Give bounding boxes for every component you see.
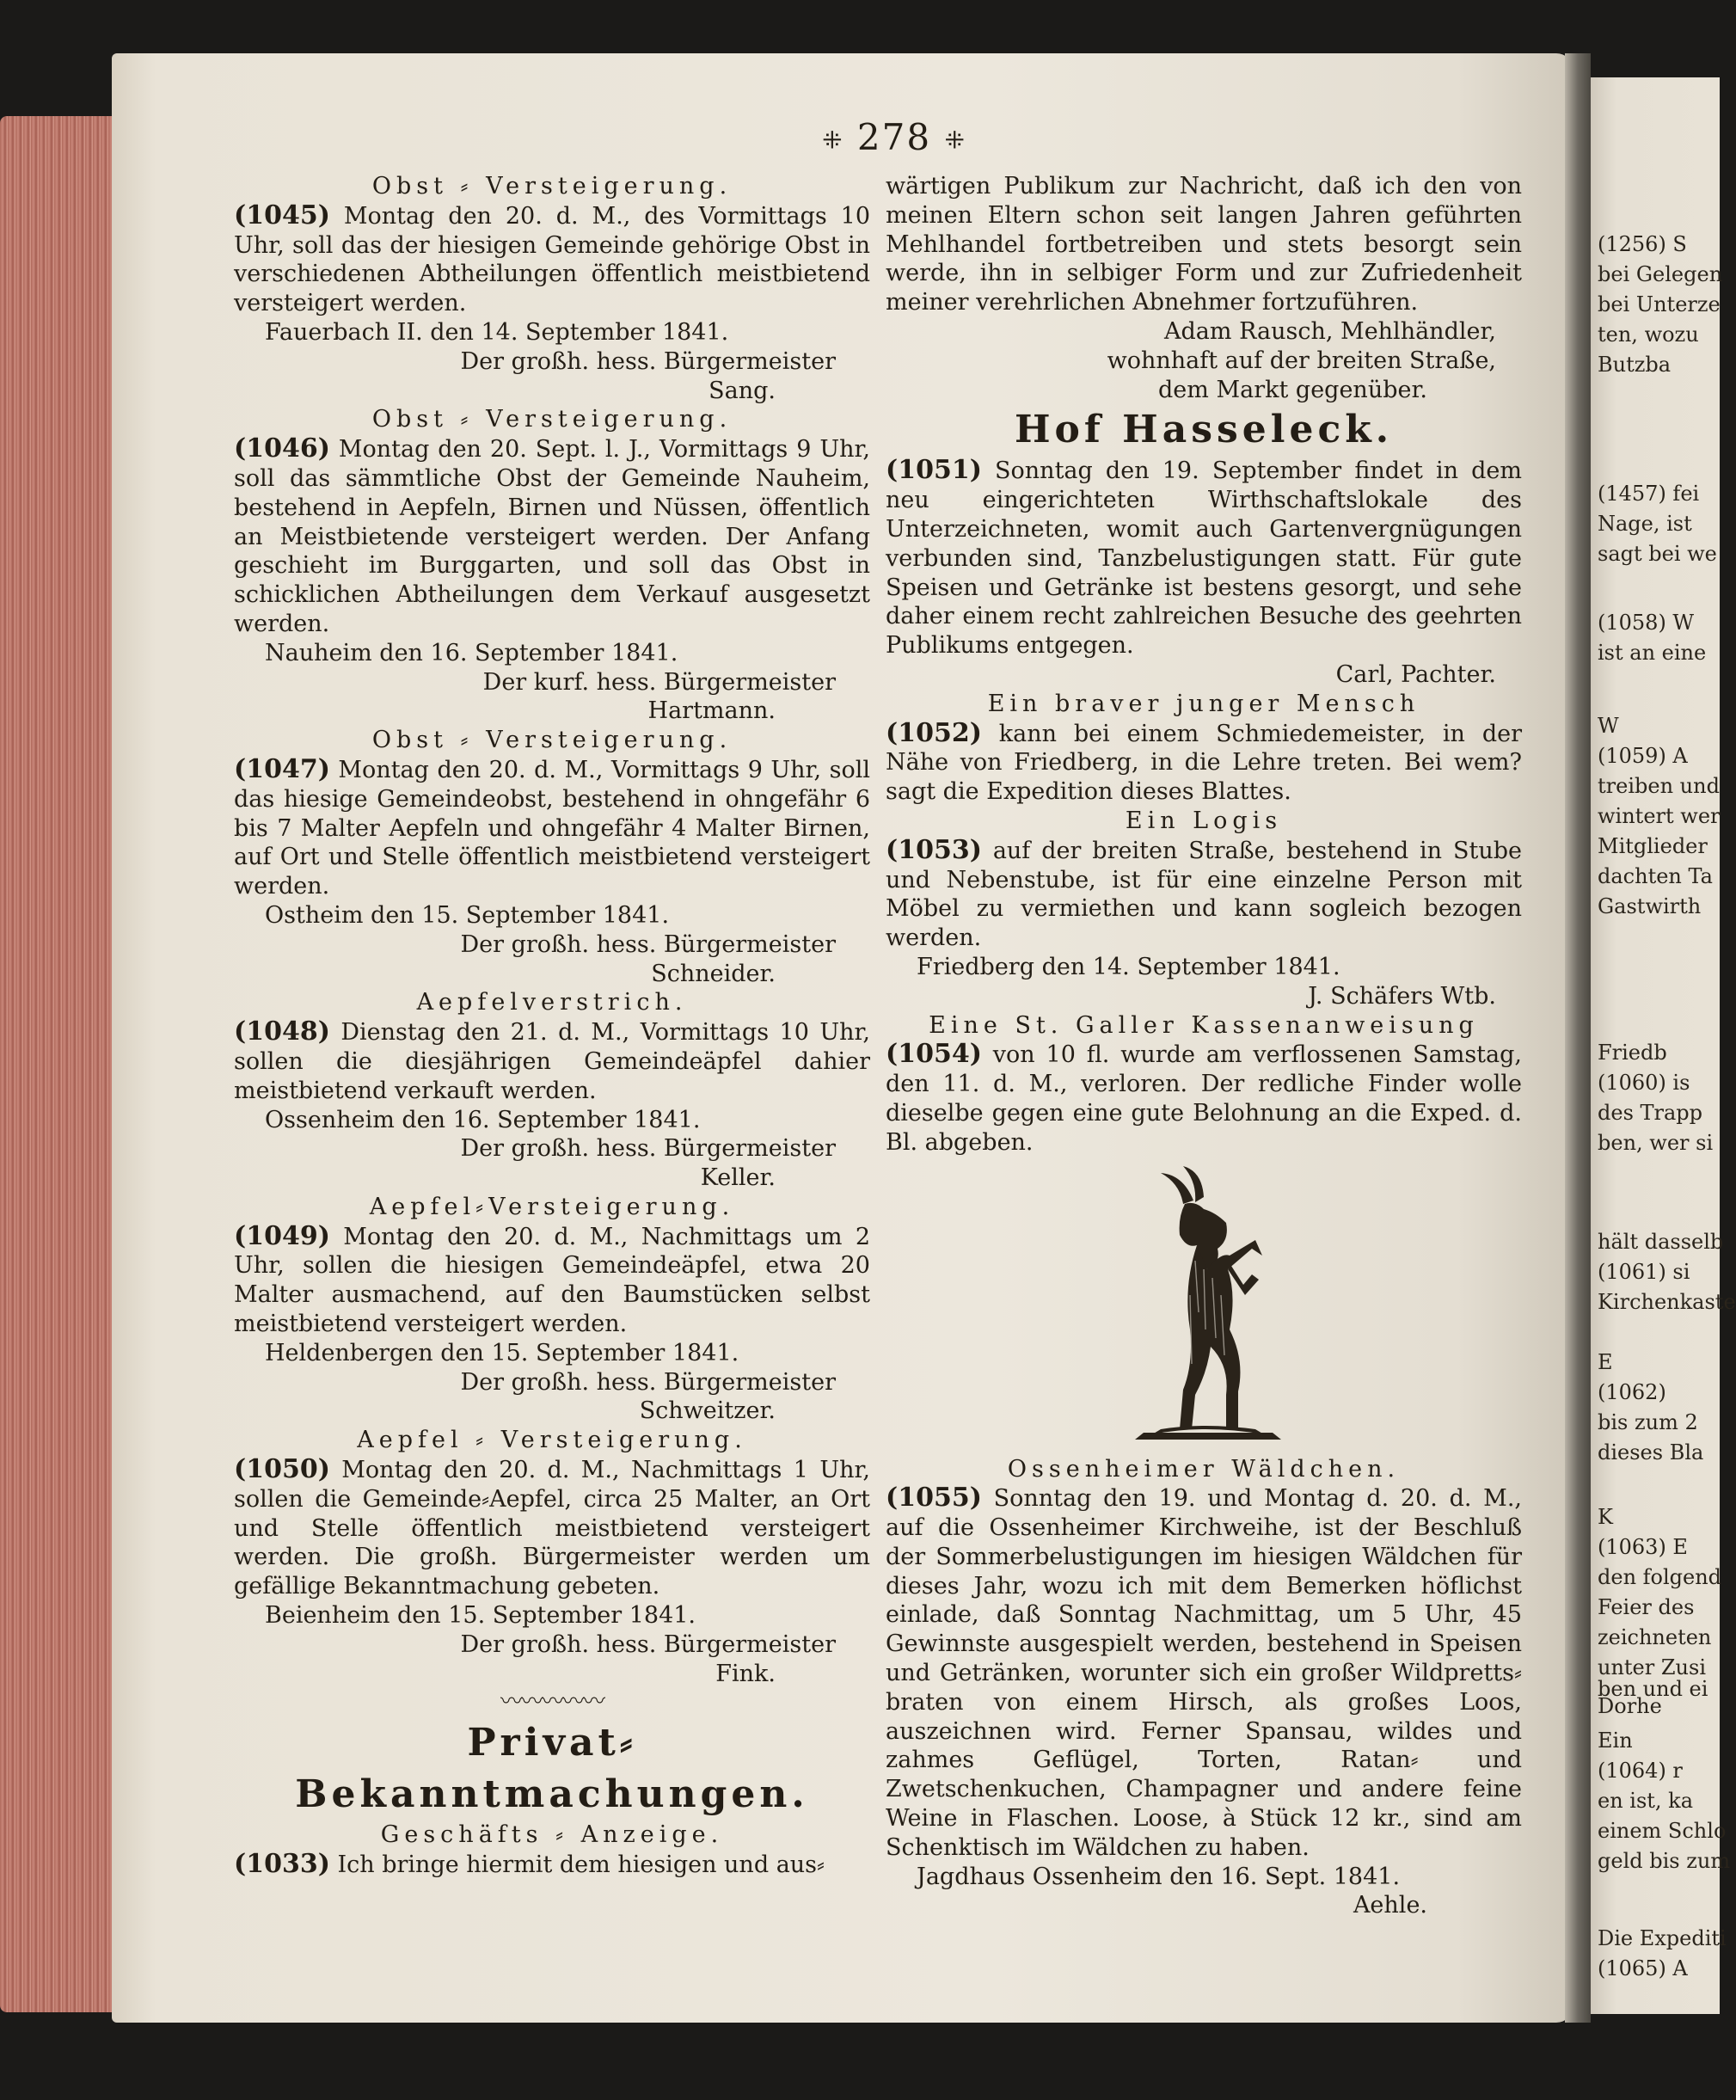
goat-woodcut-image <box>886 1166 1522 1450</box>
next-page-text-fragment: Mitglieder <box>1598 834 1708 858</box>
entry-text: Dienstag den 21. d. M., Vormittags 10 Uhr, sollen die diesjährigen Gemeindeäpfel dahier meistbietend verkauft werden. <box>234 1019 870 1104</box>
entry-number: (1045) <box>234 200 330 230</box>
next-page-text-fragment: Gastwirth <box>1598 894 1702 918</box>
next-page-text-fragment: dieses Bla <box>1598 1440 1704 1464</box>
next-page-text-fragment: K <box>1598 1505 1613 1529</box>
official-title: Der großh. hess. Bürgermeister <box>460 1135 836 1163</box>
next-page-text-fragment: en ist, ka <box>1598 1789 1694 1813</box>
next-page-text-fragment: (1065) A <box>1598 1956 1688 1980</box>
page-number: 278 <box>856 116 932 158</box>
signature-line: J. Schäfers Wtb. <box>1308 982 1496 1010</box>
entry-number: (1048) <box>234 1016 330 1047</box>
next-page-text-fragment: Die Expediti <box>1598 1926 1727 1950</box>
next-page-text-fragment: ben, wer si <box>1598 1131 1714 1155</box>
signature-name: Keller. <box>700 1164 776 1192</box>
book-gutter <box>1565 53 1591 2023</box>
place-date-line: Nauheim den 16. September 1841. <box>265 639 678 666</box>
page-header <box>757 116 1032 158</box>
next-page-text-fragment: den folgend <box>1598 1565 1722 1589</box>
section-heading: Obst ⸗ Versteigerung. <box>371 727 733 754</box>
next-page-text-fragment: ist an eine <box>1598 641 1707 665</box>
signature-name: Fink. <box>715 1660 776 1687</box>
next-page-text-fragment: Friedb <box>1598 1041 1667 1065</box>
section-heading: Aepfel ⸗ Versteigerung. <box>357 1427 747 1454</box>
place-date-line: Fauerbach II. den 14. September 1841. <box>265 318 729 346</box>
next-page-text-fragment: Kirchenkaste <box>1598 1290 1736 1314</box>
advertisement-entry <box>234 201 870 318</box>
advertisement-entry <box>886 1483 1522 1862</box>
entry-text: auf der breiten Straße, bestehend in Stube und Nebenstube, ist für eine einzelne Person mit Möbel zu vermiethen und kann sogleich bezogen werden. <box>886 837 1522 952</box>
next-page-text-fragment: (1060) is <box>1598 1071 1690 1095</box>
body-text: wärtigen Publikum zur Nachricht, daß ich den von meinen Eltern schon seit langen Jahren geführten Mehlhandel fortbetreiben und stets besorgt sein werde, ihn in selbiger Form und zur Zufriedenheit meiner verehrlichen Abnehmer fortzuführen. <box>886 173 1522 316</box>
signature-line: Adam Rausch, Mehlhändler, <box>1164 317 1496 345</box>
next-page-text-fragment: ten, wozu <box>1598 322 1699 347</box>
section-heading: Geschäfts ⸗ Anzeige. <box>380 1821 724 1849</box>
next-page-text-fragment: (1256) S <box>1598 232 1687 256</box>
entry-number: (1033) <box>234 1849 330 1880</box>
next-page-text-fragment: (1059) A <box>1598 744 1688 768</box>
entry-text: Sonntag den 19. und Montag d. 20. d. M., auf die Ossenheimer Kirchweihe, ist der Beschluß der Sommerbelustigungen im hiesigen Wäldchen für dieses Jahr, wozu ich mit dem Bemerken höflichst einlade, daß Sonntag Nachmittag, um 5 Uhr, 45 Gewinnste ausgespielt werden, bestehend in Speisen und Getränken, worunter sich ein großer Wildpretts⸗braten von einem Hirsch, als großes Loos, auszeichnen wird. Ferner Spansau, wildes und zahmes Geflügel, Torten, Ratan⸗ und Zwetschenkuchen, Champagner und andere feine Weine in Flaschen. Loose, à Stück 12 kr., sind am Schenktisch im Wäldchen zu haben. <box>886 1485 1522 1861</box>
next-page-text-fragment: geld bis zum <box>1598 1849 1731 1873</box>
advertisement-entry <box>234 1017 870 1105</box>
place-date-line: Beienheim den 15. September 1841. <box>265 1602 696 1630</box>
entry-number: (1051) <box>886 455 982 486</box>
signature-name: Aehle. <box>1353 1892 1427 1919</box>
entry-text: Montag den 20. d. M., des Vormittags 10 Uhr, soll das der hiesigen Gemeinde gehörige Obst in verschiedenen Abtheilungen öffentlich meistbietend versteigert werden. <box>234 202 870 317</box>
next-page-text-fragment: sagt bei we <box>1598 542 1717 566</box>
official-title: Der großh. hess. Bürgermeister <box>460 347 836 375</box>
advertisement-entry <box>234 1850 870 1880</box>
section-heading: Obst ⸗ Versteigerung. <box>371 173 733 200</box>
entry-number: (1046) <box>234 433 330 464</box>
entry-text: Montag den 20. Sept. l. J., Vormittags 9 Uhr, soll das sämmtliche Obst der Gemeinde Nauheim, bestehend in Aepfeln, Birnen und Nüssen, öffentlich an Meistbietende versteigert werden. Der Anfang geschieht im Burggarten, und soll das Obst in schicklichen Abtheilungen dem Verkauf ausgesetzt werden. <box>234 436 870 637</box>
next-page-text-fragment: (1064) r <box>1598 1759 1683 1783</box>
place-date-line: Jagdhaus Ossenheim den 16. Sept. 1841. <box>917 1863 1401 1890</box>
advertisement-entry <box>234 1455 870 1601</box>
section-heading: Ein Logis <box>1125 807 1283 834</box>
official-title: Der kurf. hess. Bürgermeister <box>482 668 836 696</box>
entry-text: Ich bringe hiermit dem hiesigen und aus⸗ <box>329 1851 825 1879</box>
next-page-text-fragment: dachten Ta <box>1598 864 1713 888</box>
next-page-text-fragment: Nage, ist <box>1598 512 1692 536</box>
advertisement-entry <box>886 1040 1522 1157</box>
section-heading: Ein braver junger Mensch <box>987 690 1420 717</box>
next-page-text-fragment: ben und ei <box>1598 1677 1708 1701</box>
next-page-text-fragment: unter Zusi <box>1598 1655 1706 1679</box>
next-page-text-fragment: bei Unterze <box>1598 292 1721 316</box>
entry-number: (1055) <box>886 1483 982 1514</box>
goat-icon <box>1101 1166 1307 1450</box>
left-column <box>234 172 870 1880</box>
section-heading: Obst ⸗ Versteigerung. <box>371 406 733 433</box>
next-page-text-fragment: wintert wer <box>1598 804 1721 828</box>
flourish-divider: 〰〰〰〰〰 <box>500 1689 604 1716</box>
next-page-text-fragment: zeichneten <box>1598 1625 1712 1649</box>
entry-text: kann bei einem Schmiedemeister, in der Nähe von Friedberg, in die Lehre treten. Bei wem? sagt die Expedition dieses Blattes. <box>886 720 1522 806</box>
next-page-text-fragment: bis zum 2 <box>1598 1410 1698 1434</box>
next-page-text-fragment: (1061) si <box>1598 1260 1690 1284</box>
next-page-text-fragment: des Trapp <box>1598 1101 1703 1125</box>
section-title: Privat⸗Bekanntmachungen. <box>295 1721 809 1817</box>
signature-name: Sang. <box>709 377 776 404</box>
next-page-text-fragment: bei Gelegen <box>1598 262 1723 286</box>
section-heading: Eine St. Galler Kassenanweisung <box>929 1011 1479 1039</box>
entry-number: (1050) <box>234 1454 330 1485</box>
next-page-text-fragment: E <box>1598 1350 1613 1374</box>
place-date-line: Friedberg den 14. September 1841. <box>917 953 1340 980</box>
next-page-text-fragment: (1062) <box>1598 1380 1666 1404</box>
entry-number: (1047) <box>234 753 330 784</box>
place-date-line: Ossenheim den 16. September 1841. <box>265 1106 701 1133</box>
book-page-edges <box>0 116 125 2012</box>
advertisement-entry <box>886 719 1522 807</box>
right-column <box>886 172 1522 1920</box>
next-page-text-fragment: (1457) fei <box>1598 482 1700 506</box>
entry-text: Montag den 20. d. M., Nachmittags um 2 Uhr, sollen die hiesigen Gemeindeäpfel, etwa 20 Malter ausmachend, auf den Baumstücken selbst meistbietend versteigert werden. <box>234 1223 870 1338</box>
ornament-right-icon: ⁜ <box>944 126 966 155</box>
entry-text: von 10 fl. wurde am verflossenen Samstag, den 11. d. M., verloren. Der redliche Finder wolle dieselbe gegen eine gute Belohnung an die Exped. d. Bl. abgeben. <box>886 1041 1522 1156</box>
signature-name: Schweitzer. <box>639 1397 776 1425</box>
official-title: Der großh. hess. Bürgermeister <box>460 1630 836 1658</box>
advertisement-entry <box>234 1222 870 1339</box>
official-title: Der großh. hess. Bürgermeister <box>460 1368 836 1396</box>
entry-text: Sonntag den 19. September findet in dem neu eingerichteten Wirthschaftslokale des Unterzeichneten, womit auch Gartenvergnügungen verbunden sind, Tanzbelustigungen statt. Für gute Speisen und Getränke ist bestens gesorgt, und sehe daher einem recht zahlreichen Besuche des geehrten Publikums entgegen. <box>886 457 1522 660</box>
entry-text: Montag den 20. d. M., Vormittags 9 Uhr, soll das hiesige Gemeindeobst, bestehend in ohngefähr 6 bis 7 Malter Aepfeln und ohngefähr 4 Malter Birnen, auf Ort und Stelle öffentlich meistbietend versteigert werden. <box>234 756 870 900</box>
entry-number: (1054) <box>886 1039 982 1070</box>
next-page-text-fragment: einem Schlo <box>1598 1819 1727 1843</box>
signature-line: Carl, Pachter. <box>1335 660 1496 688</box>
next-page-text-fragment: hält dasselb <box>1598 1230 1724 1254</box>
advertisement-entry <box>886 456 1522 660</box>
section-heading: Aepfel⸗Versteigerung. <box>369 1193 735 1220</box>
section-title: Hof Hasseleck. <box>1014 408 1394 452</box>
section-heading: Aepfelverstrich. <box>416 989 688 1016</box>
advertisement-entry <box>886 836 1522 953</box>
signature-name: dem Markt gegenüber. <box>1158 376 1427 403</box>
next-page-text-fragment: (1063) E <box>1598 1535 1688 1559</box>
signature-name: Schneider. <box>651 960 776 987</box>
entry-number: (1052) <box>886 717 982 748</box>
signature-name: Hartmann. <box>647 697 776 725</box>
place-date-line: Ostheim den 15. September 1841. <box>265 901 670 929</box>
ornament-left-icon: ⁜ <box>822 126 844 155</box>
next-page-text-fragment: Ein <box>1598 1729 1633 1753</box>
next-page-text-fragment: Feier des <box>1598 1595 1695 1619</box>
entry-text: Montag den 20. d. M., Nachmittags 1 Uhr, sollen die Gemeinde⸗Aepfel, circa 25 Malter, an Ort und Stelle öffentlich meistbietend versteigert werden. Die großh. Bürgermeister werden um gefällige Bekanntmachung gebeten. <box>234 1457 870 1600</box>
section-heading: Ossenheimer Wäldchen. <box>1007 1455 1401 1483</box>
advertisement-entry <box>234 434 870 639</box>
signature-line: wohnhaft auf der breiten Straße, <box>1107 347 1496 374</box>
entry-number: (1053) <box>886 834 982 865</box>
entry-number: (1049) <box>234 1220 330 1251</box>
advertisement-entry <box>234 755 870 901</box>
next-page-text-fragment: (1058) W <box>1598 611 1695 635</box>
next-page-text-fragment: treiben und <box>1598 774 1720 798</box>
next-page-text-fragment: Dorhe <box>1598 1694 1662 1718</box>
next-page-text-fragment: Butzba <box>1598 353 1672 377</box>
next-page-fragment <box>1591 77 1736 2014</box>
official-title: Der großh. hess. Bürgermeister <box>460 930 836 958</box>
next-page-text-fragment: W <box>1598 714 1619 738</box>
place-date-line: Heldenbergen den 15. September 1841. <box>265 1339 739 1366</box>
